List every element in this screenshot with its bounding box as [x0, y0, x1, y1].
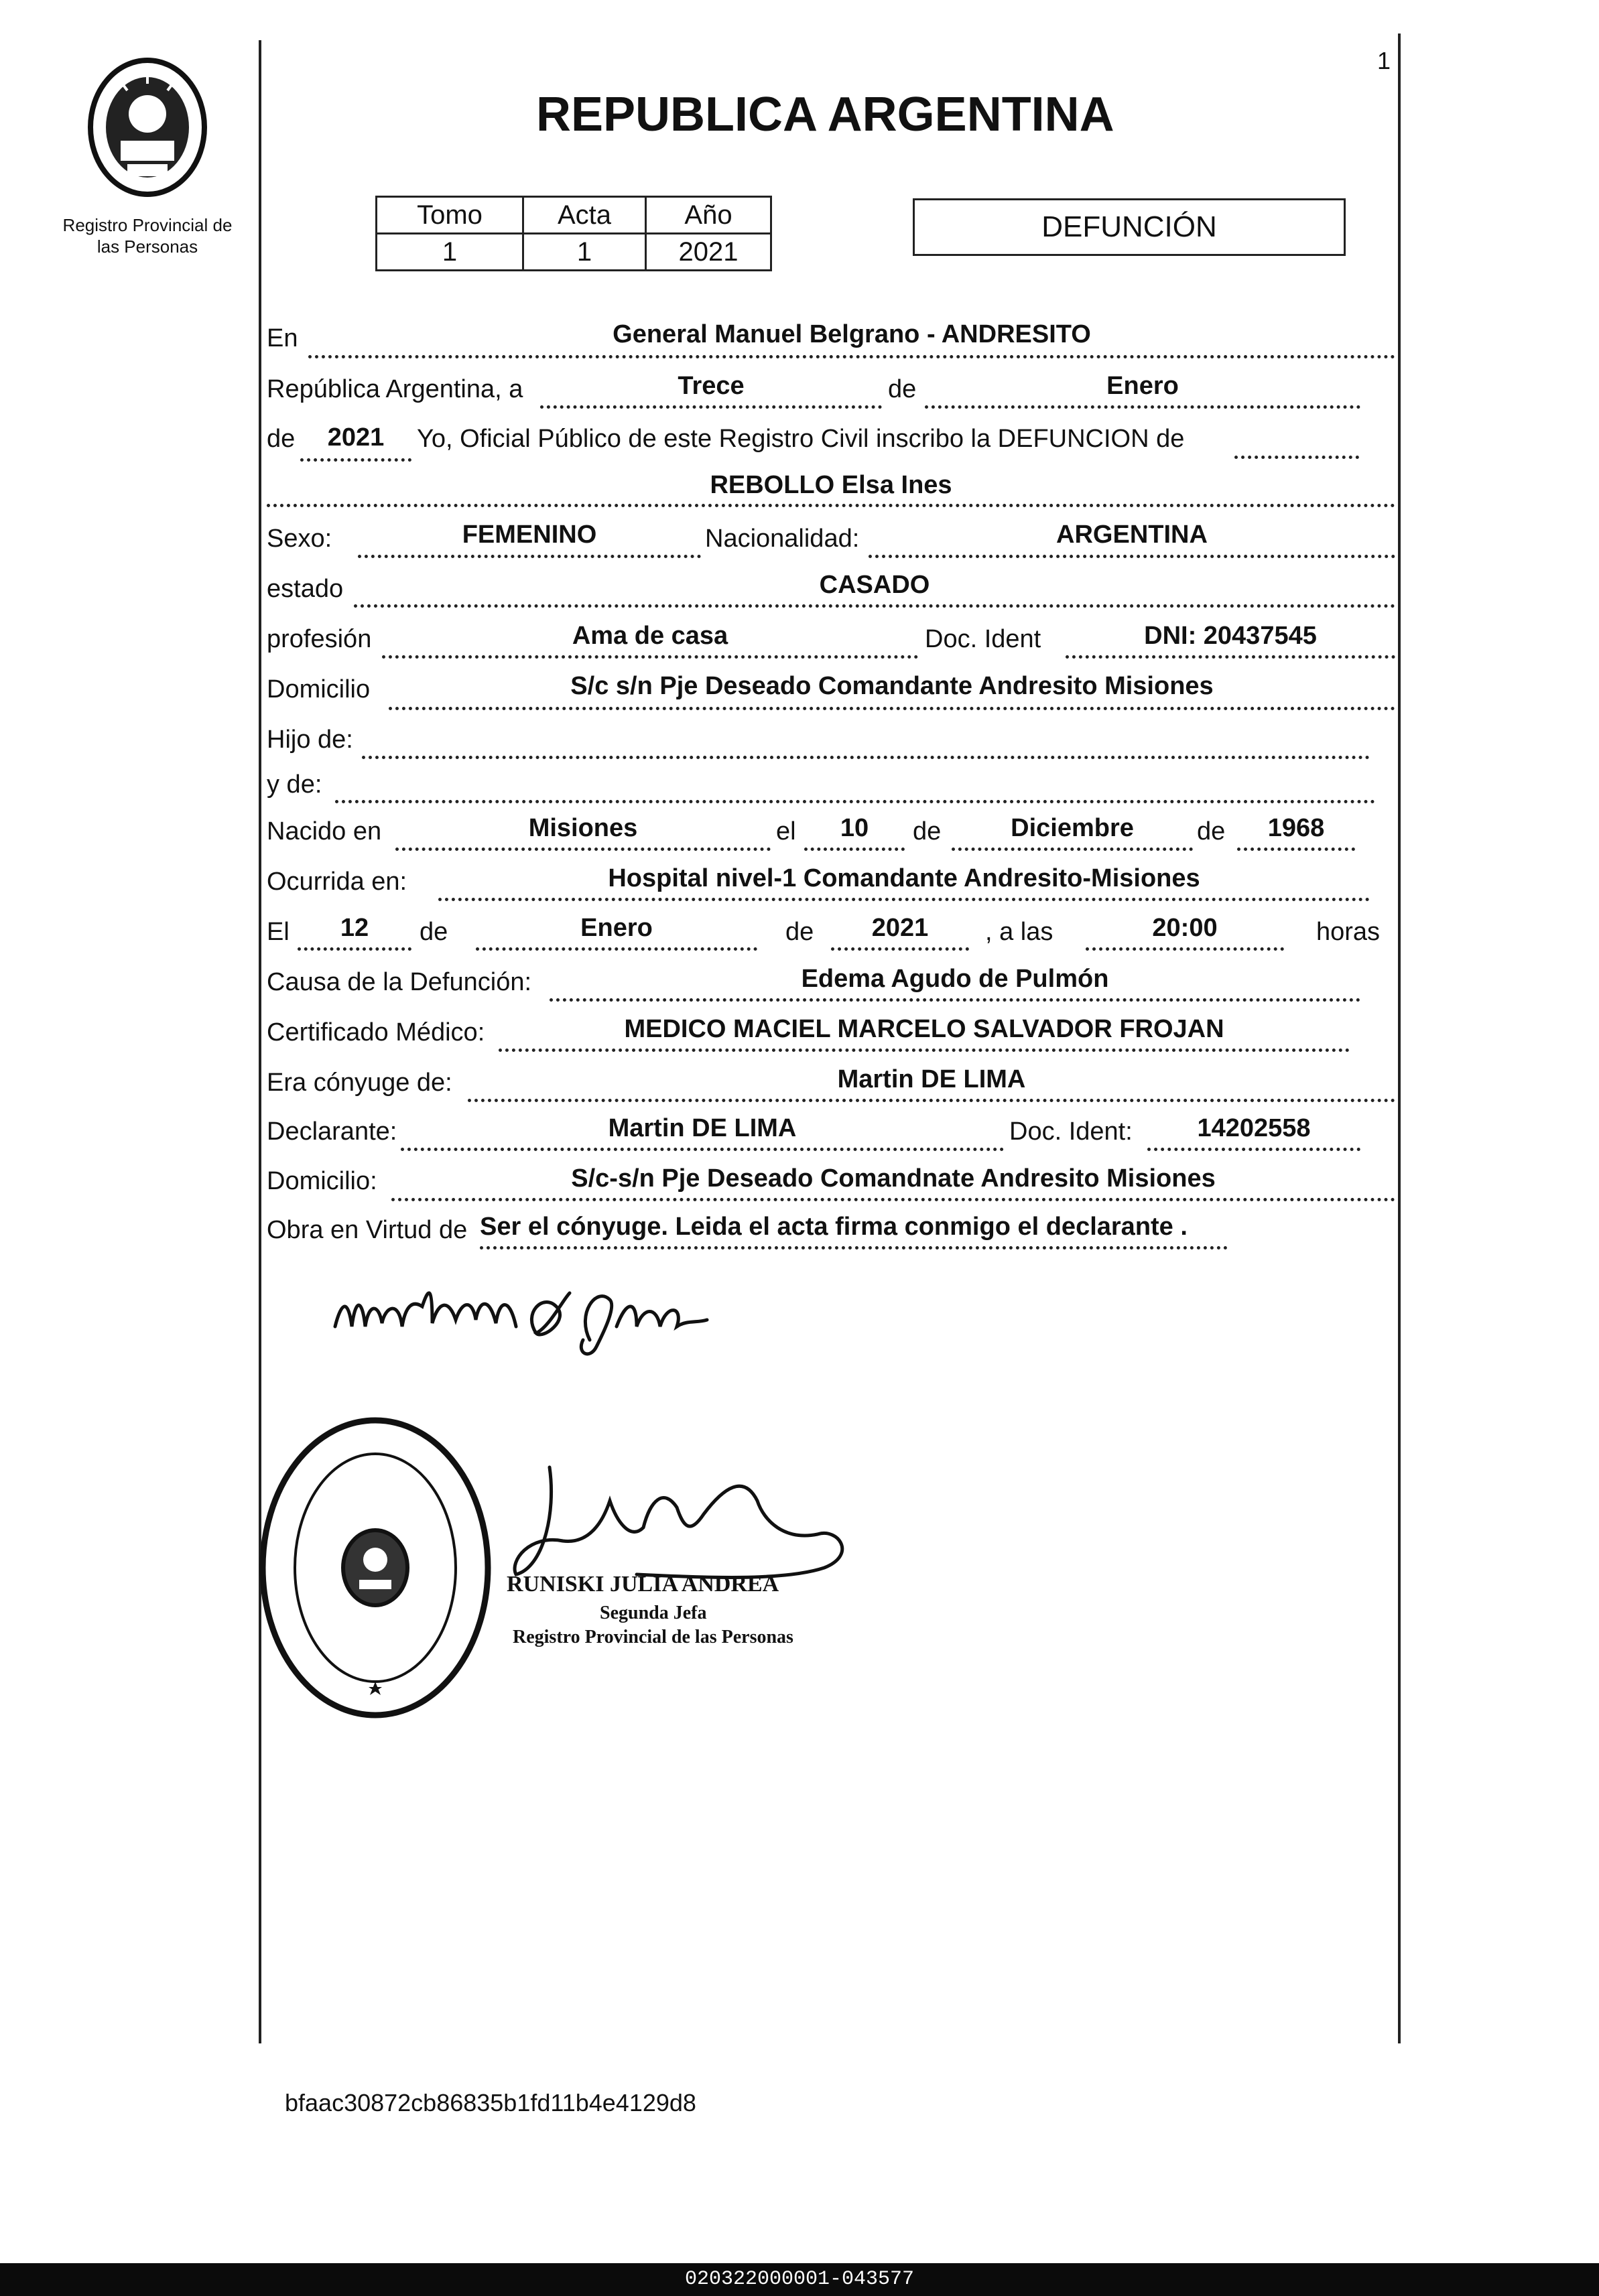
value-nacionalidad: ARGENTINA — [1056, 521, 1208, 549]
dots — [391, 1198, 1395, 1201]
value-ocurrida: Hospital nivel-1 Comandante Andresito-Misiones — [608, 864, 1200, 892]
value-causa: Edema Agudo de Pulmón — [801, 965, 1109, 993]
page-title: REPUBLICA ARGENTINA — [536, 88, 1114, 141]
label-de-5: de — [420, 918, 448, 946]
label-republica: República Argentina, a — [267, 375, 523, 403]
page-number: 1 — [1377, 47, 1391, 74]
value-nac-mes: Diciembre — [1011, 814, 1134, 842]
dots — [267, 504, 1395, 507]
dots — [389, 707, 1395, 710]
value-conyuge: Martin DE LIMA — [837, 1065, 1026, 1093]
dots — [1066, 655, 1395, 659]
value-domicilio: S/c s/n Pje Deseado Comandante Andresito Misiones — [570, 672, 1214, 700]
label-estado: estado — [267, 575, 344, 603]
dots — [476, 947, 757, 951]
dots — [1234, 456, 1359, 459]
value-declarante: Martin DE LIMA — [608, 1114, 797, 1142]
value-anio: 2021 — [327, 423, 385, 452]
value-profesion: Ama de casa — [572, 622, 728, 650]
dots — [480, 1246, 1228, 1250]
anio-header: Año — [646, 197, 771, 234]
officer-org: Registro Provincial de las Personas — [513, 1627, 793, 1647]
dots — [1086, 947, 1284, 951]
label-ocurrida: Ocurrida en: — [267, 868, 407, 896]
dots — [298, 947, 411, 951]
value-declarante-doc: 14202558 — [1197, 1114, 1311, 1142]
label-declarante: Declarante: — [267, 1118, 397, 1146]
label-de-4: de — [1197, 817, 1226, 846]
dots — [550, 998, 1360, 1002]
value-hora: 20:00 — [1152, 914, 1218, 942]
value-def-anio: 2021 — [871, 914, 929, 942]
registry-label: Registro Provincial de las Personas — [62, 215, 233, 257]
label-domicilio: Domicilio — [267, 675, 371, 703]
label-sexo: Sexo: — [267, 525, 332, 553]
tomo-header: Tomo — [377, 197, 523, 234]
value-sexo: FEMENINO — [462, 521, 597, 549]
label-horas: horas — [1316, 918, 1381, 946]
dots — [925, 405, 1360, 409]
label-doc-ident: Doc. Ident — [925, 625, 1041, 653]
dots — [300, 458, 411, 462]
value-def-dia: 12 — [340, 914, 369, 942]
label-de-6: de — [785, 918, 814, 946]
officer-role: Segunda Jefa — [600, 1603, 707, 1623]
dots — [804, 848, 905, 851]
label-a-las: , a las — [985, 918, 1053, 946]
dots — [382, 655, 918, 659]
dots — [1237, 848, 1355, 851]
value-mes: Enero — [1106, 372, 1179, 400]
officer-name: RUNISKI JULIA ANDREA — [507, 1572, 779, 1597]
dots — [362, 756, 1370, 759]
label-causa: Causa de la Defunción: — [267, 968, 532, 996]
label-el: el — [776, 817, 796, 846]
value-nac-dia: 10 — [840, 814, 869, 842]
label-en: En — [267, 324, 298, 352]
dots — [395, 848, 771, 851]
left-border-line — [259, 40, 261, 2043]
label-certificado: Certificado Médico: — [267, 1018, 485, 1046]
anio-value: 2021 — [646, 234, 771, 271]
dots — [540, 405, 882, 409]
dots — [499, 1049, 1350, 1052]
label-obra: Obra en Virtud de — [267, 1216, 468, 1244]
official-seal — [255, 1407, 496, 1729]
dots — [335, 800, 1375, 803]
tomo-value: 1 — [377, 234, 523, 271]
label-de-3: de — [913, 817, 942, 846]
value-domicilio-2: S/c-s/n Pje Deseado Comandnate Andresito Misiones — [571, 1164, 1216, 1193]
value-lugar: General Manuel Belgrano - ANDRESITO — [613, 320, 1091, 348]
record-table — [375, 196, 772, 271]
label-hijo-de: Hijo de: — [267, 726, 353, 754]
acta-header: Acta — [523, 197, 646, 234]
dots — [308, 355, 1395, 358]
dots — [401, 1148, 1004, 1151]
dots — [1147, 1148, 1360, 1151]
declarant-signature — [322, 1260, 777, 1367]
dots — [869, 555, 1395, 558]
label-nacido-en: Nacido en — [267, 817, 382, 846]
value-def-mes: Enero — [580, 914, 653, 942]
label-doc-ident-2: Doc. Ident: — [1009, 1118, 1133, 1146]
label-domicilio-2: Domicilio: — [267, 1167, 377, 1195]
label-profesion: profesión — [267, 625, 372, 653]
label-de-2: de — [267, 425, 296, 453]
right-border-line — [1398, 33, 1401, 2043]
value-doc: DNI: 20437545 — [1144, 622, 1317, 650]
value-obra: Ser el cónyuge. Leida el acta firma conmigo el declarante . — [480, 1213, 1188, 1241]
dots — [438, 898, 1370, 901]
value-nacido-en: Misiones — [528, 814, 638, 842]
value-certificado: MEDICO MACIEL MARCELO SALVADOR FROJAN — [624, 1015, 1224, 1043]
label-el-cap: El — [267, 918, 290, 946]
doc-type-box: DEFUNCIÓN — [913, 198, 1346, 256]
dots — [831, 947, 969, 951]
value-dia: Trece — [678, 372, 745, 400]
dots — [952, 848, 1193, 851]
footer-code: 020322000001-043577 — [0, 2263, 1599, 2296]
label-nacionalidad: Nacionalidad: — [705, 525, 860, 553]
label-y-de: y de: — [267, 770, 322, 799]
dots — [358, 555, 701, 558]
label-yo: Yo, Oficial Público de este Registro Civil inscribo la DEFUNCION de — [417, 425, 1185, 453]
label-conyuge: Era cónyuge de: — [267, 1069, 452, 1097]
value-nac-anio: 1968 — [1267, 814, 1325, 842]
label-de-1: de — [888, 375, 917, 403]
dots — [354, 604, 1395, 608]
dots — [468, 1099, 1395, 1102]
value-estado: CASADO — [819, 571, 930, 599]
value-nombre: REBOLLO Elsa Ines — [710, 471, 952, 499]
document-hash: bfaac30872cb86835b1fd11b4e4129d8 — [285, 2089, 696, 2116]
province-logo — [80, 54, 214, 201]
acta-value: 1 — [523, 234, 646, 271]
